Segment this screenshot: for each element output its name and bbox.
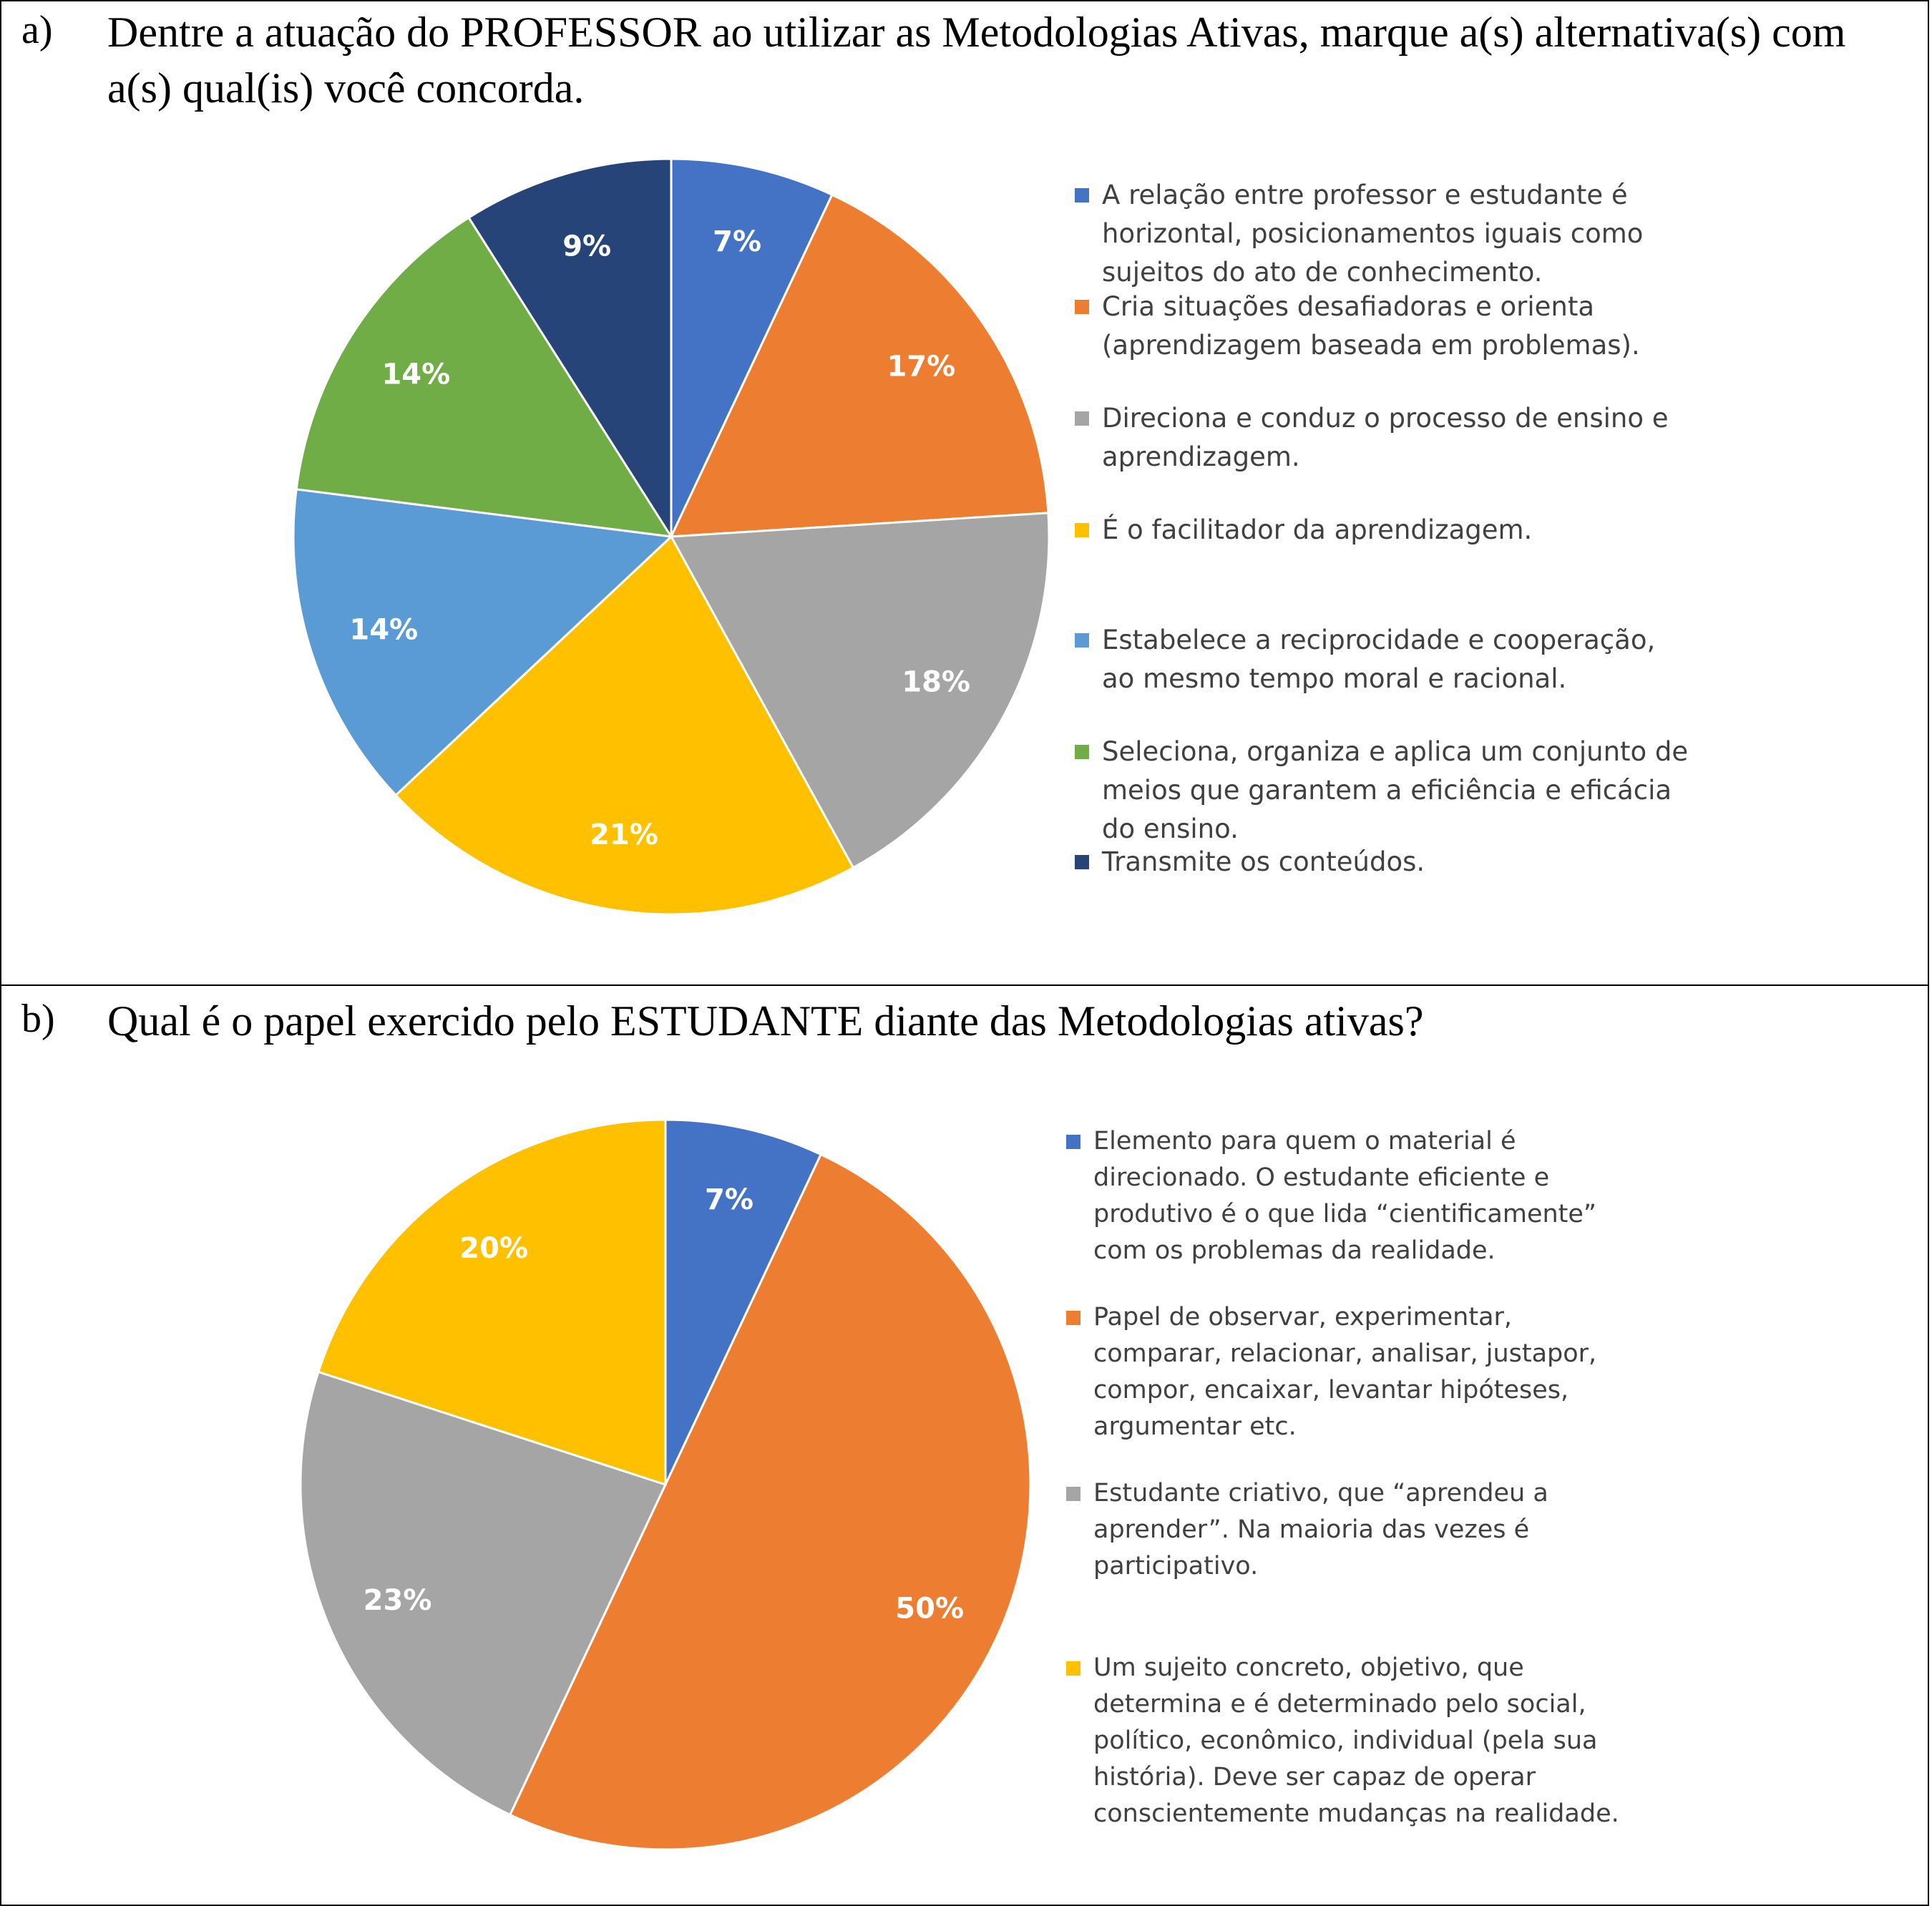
slice-data-label: 14%	[349, 613, 419, 647]
legend-label: Estabelece a reciprocidade e cooperação, ao mesmo tempo moral e racional.	[1102, 625, 1656, 694]
pie-chart-b	[301, 1120, 1030, 1849]
legend-swatch	[1075, 411, 1089, 426]
slice-data-label: 17%	[887, 350, 956, 383]
slice-data-label: 7%	[713, 225, 762, 258]
legend-label: Estudante criativo, que “aprendeu a aprender”. Na maioria das vezes é participativo.	[1093, 1479, 1548, 1580]
legend-label: A relação entre professor e estudante é horizontal, posicionamentos iguais como sujeitos do ato de conhecimento.	[1102, 180, 1644, 288]
legend-label: Direciona e conduz o processo de ensino e aprendizagem.	[1102, 403, 1669, 472]
legend-swatch	[1075, 188, 1089, 202]
legend-swatch	[1066, 1487, 1080, 1501]
legend-swatch	[1066, 1311, 1080, 1325]
legend-swatch	[1066, 1661, 1080, 1676]
slice-data-label: 9%	[562, 230, 612, 263]
legend-swatch	[1075, 855, 1089, 869]
legend-label: Transmite os conteúdos.	[1102, 846, 1425, 877]
legend-label: Cria situações desafiadoras e orienta (aprendizagem baseada em problemas).	[1102, 291, 1640, 361]
panel-b-title: Qual é o papel exercido pelo ESTUDANTE diante das Metodologias ativas?	[107, 997, 1424, 1045]
slice-data-label: 7%	[705, 1183, 753, 1216]
legend-swatch	[1075, 745, 1089, 759]
pie-chart-a	[293, 159, 1049, 914]
legend-label: Um sujeito concreto, objetivo, que determina e é determinado pelo social, político, econômico, individual (pela sua história). Deve ser capaz de operar conscientemente mudanças na realidade.	[1093, 1653, 1619, 1828]
legend-label: Seleciona, organiza e aplica um conjunto de meios que garantem a eficiência e eficácia do ensino.	[1102, 736, 1689, 844]
slice-data-label: 18%	[902, 665, 971, 699]
legend-swatch	[1075, 300, 1089, 314]
legend-label: É o facilitador da aprendizagem.	[1102, 514, 1533, 545]
legend-label: Papel de observar, experimentar, comparar, relacionar, analisar, justapor, compor, encaixar, levantar hipóteses, argumentar etc.	[1093, 1303, 1597, 1441]
legend-swatch	[1066, 1135, 1080, 1149]
slice-data-label: 23%	[363, 1584, 432, 1618]
legend-swatch	[1075, 523, 1089, 537]
panel-b-letter: b)	[21, 997, 55, 1041]
panel-a-letter: a)	[21, 8, 53, 52]
panel-a-title: Dentre a atuação do PROFESSOR ao utilizar as Metodologias Ativas, marque a(s) alternativa(s) com a(s) qual(is) você concorda.	[107, 9, 1846, 112]
slice-data-label: 20%	[459, 1231, 529, 1265]
slice-data-label: 50%	[895, 1592, 965, 1626]
legend-swatch	[1075, 633, 1089, 647]
slice-data-label: 14%	[381, 358, 451, 391]
slice-data-label: 21%	[590, 818, 658, 852]
legend-label: Elemento para quem o material é direcionado. O estudante eficiente e produtivo é o que lida “cientificamente” com os problemas da realidade.	[1093, 1127, 1597, 1265]
